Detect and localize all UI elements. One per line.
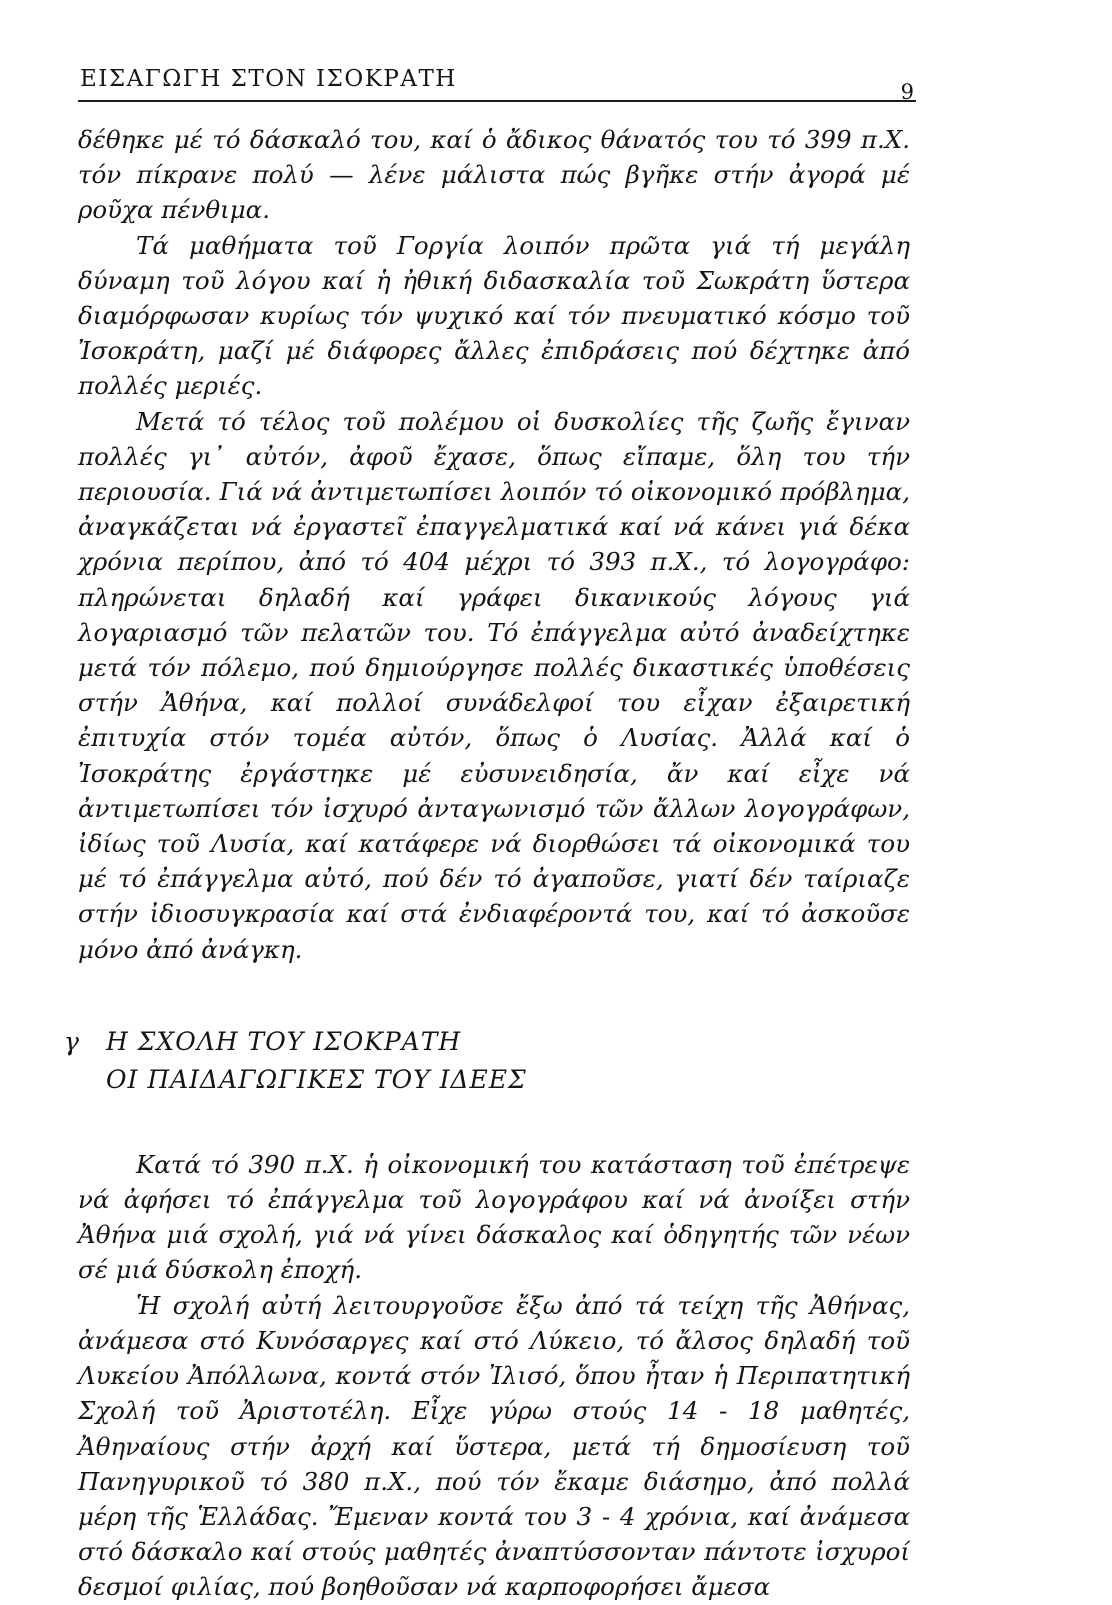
section-heading	[64, 1023, 910, 1099]
paragraph: Κατά τό 390 π.Χ. ἡ οἰκονομική του κατάσταση τοῦ ἐπέτρεψε νά ἀφήσει τό ἐπάγγελμα τοῦ λογογράφου καί νά ἀνοίξει στήν Ἀθήνα μιά σχολή, γιά νά γίνει δάσκαλος καί ὁδηγητής τῶν νέων σέ μιά δύσκολη ἐποχή.	[78, 1149, 910, 1285]
section-title-line-2: ΟΙ ΠΑΙΔΑΓΩΓΙΚΕΣ ΤΟΥ ΙΔΕΕΣ	[106, 1064, 527, 1094]
paragraph: Τά μαθήματα τοῦ Γοργία λοιπόν πρῶτα γιά τή μεγάλη δύναμη τοῦ λόγου καί ἡ ἠθική διδασκαλία τοῦ Σωκράτη ὕστερα διαμόρφωσαν κυρίως τόν ψυχικό καί τόν πνευματικό κόσμο τοῦ Ἰσοκράτη, μαζί μέ διάφορες ἄλλες ἐπιδράσεις πού δέχτηκε ἀπό πολλές μεριές.	[78, 230, 910, 401]
page-number: 9	[900, 80, 914, 104]
paragraph: Ἡ σχολή αὐτή λειτουργοῦσε ἔξω ἀπό τά τείχη τῆς Ἀθήνας, ἀνάμεσα στό Κυνόσαργες καί στό Λύκειο, τό ἄλσος δηλαδή τοῦ Λυκείου Ἀπόλλωνα, κοντά στόν Ἰλισό, ὅπου ἦταν ἡ Περιπατητική Σχολή τοῦ Ἀριστοτέλη. Εἶχε γύρω στούς 14 - 18 μαθητές, Ἀθηναίους στήν ἀρχή καί ὕστερα, μετά τή δημοσίευση τοῦ Πανηγυρικοῦ τό 380 π.Χ., πού τόν ἔκαμε διάσημο, ἀπό πολλά μέρη τῆς Ἑλλάδας. Ἔμεναν κοντά του 3 - 4 χρόνια, καί ἀνάμεσα στό δάσκαλο καί στούς μαθητές ἀναπτύσσονταν πάντοτε ἰσχυροί δεσμοί φιλίας, πού βοηθοῦσαν νά καρποφορήσει ἄμεσα	[78, 1290, 910, 1602]
section-letter: γ	[64, 1026, 80, 1056]
running-title: ΕΙΣΑΓΩΓΗ ΣΤΟΝ ΙΣΟΚΡΑΤΗ	[80, 66, 457, 92]
page-body	[64, 122, 910, 1605]
paragraph-continued: δέθηκε μέ τό δάσκαλό του, καί ὁ ἄδικος θάνατός του τό 399 π.Χ. τόν πίκρανε πολύ — λένε μάλιστα πώς βγῆκε στήν ἀγορά μέ ροῦχα πένθιμα.	[78, 125, 910, 225]
page-header	[78, 64, 916, 102]
section-title-line-1: Η ΣΧΟΛΗ ΤΟΥ ΙΣΟΚΡΑΤΗ	[106, 1026, 462, 1056]
paragraph: Μετά τό τέλος τοῦ πολέμου οἱ δυσκολίες τῆς ζωῆς ἔγιναν πολλές γι᾽ αὐτόν, ἀφοῦ ἔχασε, ὅπως εἴπαμε, ὅλη του τήν περιουσία. Γιά νά ἀντιμετωπίσει λοιπόν τό οἰκονομικό πρόβλημα, ἀναγκάζεται νά ἐργαστεῖ ἐπαγγελματικά καί νά κάνει γιά δέκα χρόνια περίπου, ἀπό τό 404 μέχρι τό 393 π.Χ., τό λογογράφο: πληρώνεται δηλαδή καί γράφει δικανικούς λόγους γιά λογαριασμό τῶν πελατῶν του. Τό ἐπάγγελμα αὐτό ἀναδείχτηκε μετά τόν πόλεμο, πού δημιούργησε πολλές δικαστικές ὑποθέσεις στήν Ἀθήνα, καί πολλοί συνάδελφοί του εἶχαν ἐξαιρετική ἐπιτυχία στόν τομέα αὐτόν, ὅπως ὁ Λυσίας. Ἀλλά καί ὁ Ἰσοκράτης ἐργάστηκε μέ εὐσυνειδησία, ἄν καί εἶχε νά ἀντιμετωπίσει τόν ἰσχυρό ἀνταγωνισμό τῶν ἄλλων λογογράφων, ἰδίως τοῦ Λυσία, καί κατάφερε νά διορθώσει τά οἰκονομικά του μέ τό ἐπάγγελμα αὐτό, πού δέν τό ἀγαποῦσε, γιατί δέν ταίριαζε στήν ἰδιοσυγκρασία καί στά ἐνδιαφέροντά του, καί τό ἀσκοῦσε μόνο ἀπό ἀνάγκη.	[78, 406, 910, 964]
